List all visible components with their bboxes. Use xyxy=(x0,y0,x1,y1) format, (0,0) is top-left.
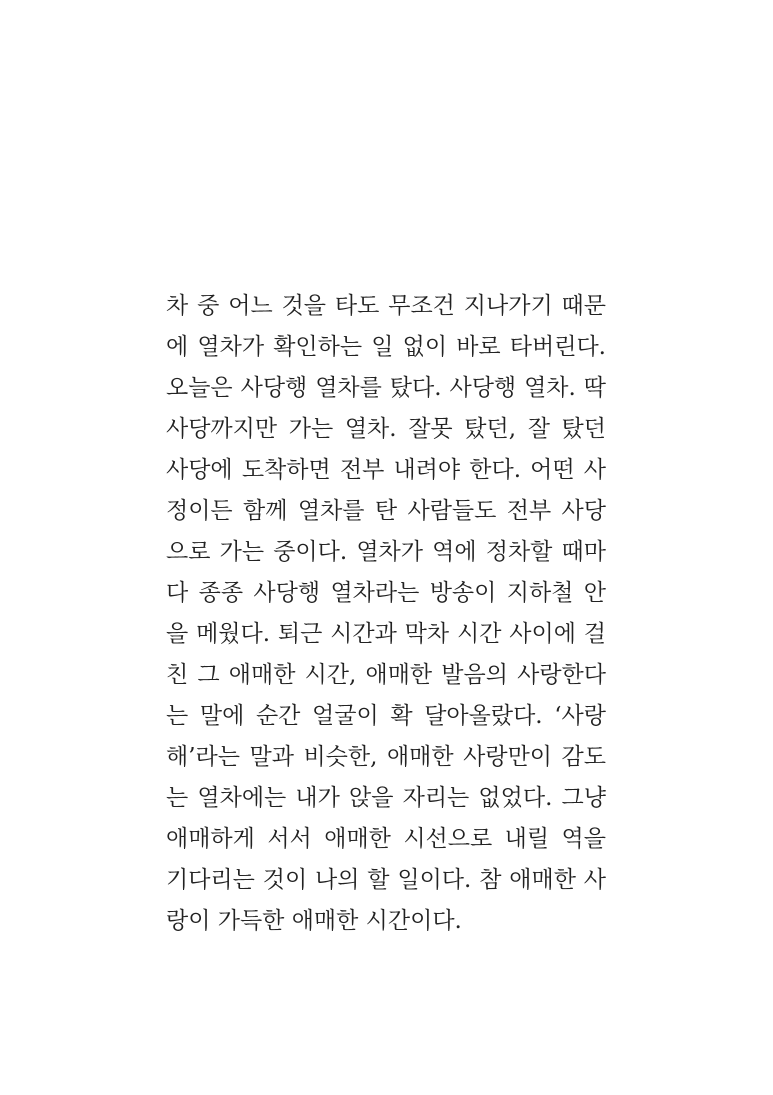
text-line: 사당에 도착하면 전부 내려야 한다. 어떤 사 xyxy=(166,457,606,483)
text-line: 을 메웠다. 퇴근 시간과 막차 시간 사이에 걸 xyxy=(166,621,606,647)
text-line: 친 그 애매한 시간, 애매한 발음의 사랑한다 xyxy=(166,662,606,688)
text-line: 는 말에 순간 얼굴이 확 달아올랐다. ‘사랑 xyxy=(166,703,606,729)
text-line: 오늘은 사당행 열차를 탔다. 사당행 열차. 딱 xyxy=(166,375,606,401)
text-line: 는 열차에는 내가 앉을 자리는 없었다. 그냥 xyxy=(166,785,606,811)
text-line: 랑이 가득한 애매한 시간이다. xyxy=(166,908,462,934)
text-line: 사당까지만 가는 열차. 잘못 탔던, 잘 탔던 xyxy=(166,416,606,442)
text-line: 차 중 어느 것을 타도 무조건 지나가기 때문 xyxy=(166,293,606,319)
body-text xyxy=(166,286,606,942)
text-line: 다 종종 사당행 열차라는 방송이 지하철 안 xyxy=(166,580,606,606)
text-line: 으로 가는 중이다. 열차가 역에 정차할 때마 xyxy=(166,539,606,565)
text-line: 해’라는 말과 비슷한, 애매한 사랑만이 감도 xyxy=(166,744,606,770)
text-line: 기다리는 것이 나의 할 일이다. 참 애매한 사 xyxy=(166,867,606,893)
text-line: 애매하게 서서 애매한 시선으로 내릴 역을 xyxy=(166,826,606,852)
text-line: 에 열차가 확인하는 일 없이 바로 타버린다. xyxy=(166,334,606,360)
text-line: 정이든 함께 열차를 탄 사람들도 전부 사당 xyxy=(166,498,606,524)
